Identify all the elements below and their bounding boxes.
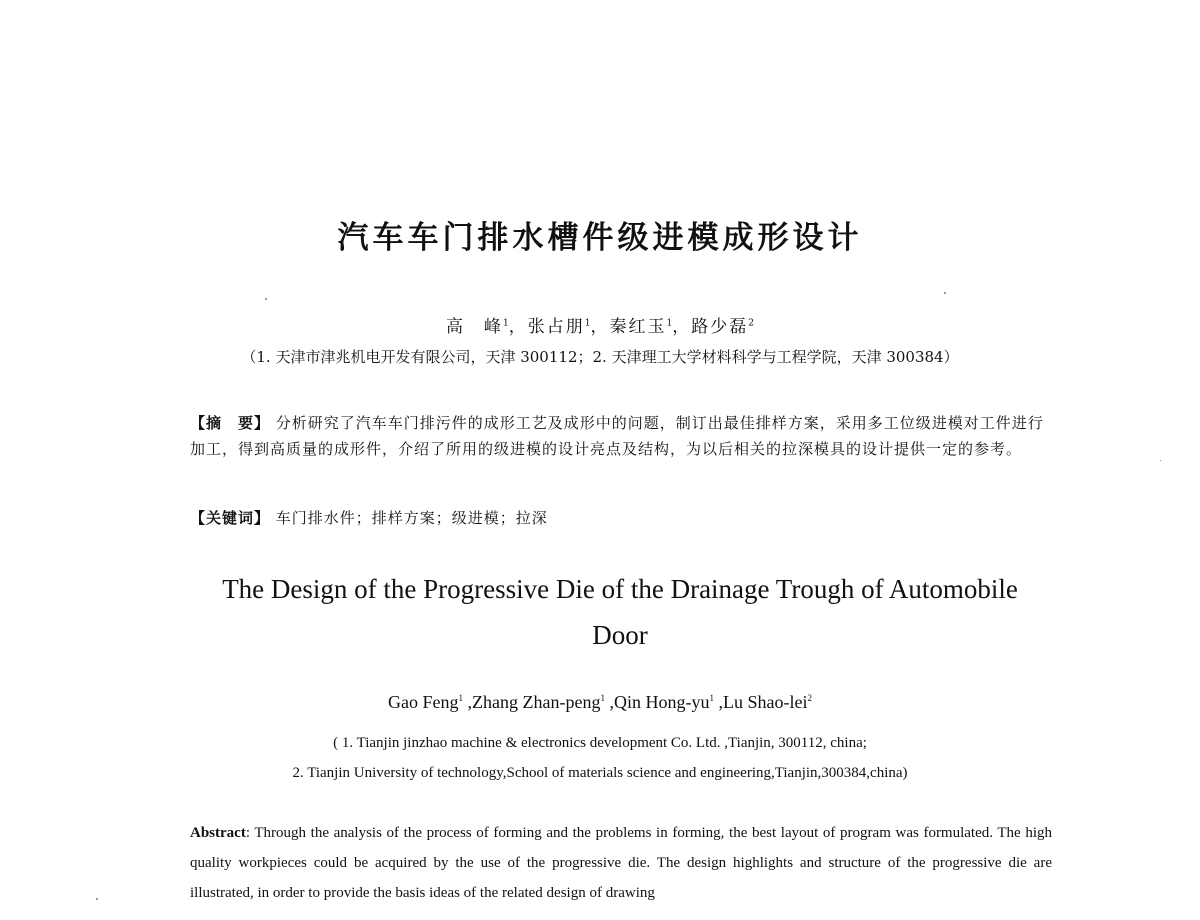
author-affiliation-mark: 2 (807, 693, 812, 703)
affiliation-english (0, 728, 1200, 788)
keywords-text-chinese: 车门排水件；排样方案；级进模；拉深 (275, 509, 548, 527)
scan-speck (96, 898, 98, 900)
author-name: 路少磊 (691, 317, 749, 337)
author-name: Lu Shao-lei (722, 692, 808, 712)
author-affiliation-mark: 1 (584, 318, 591, 329)
abstract-english (190, 818, 1052, 908)
author-name: Gao Feng (388, 692, 459, 712)
author-separator: , (463, 692, 473, 712)
author-affiliation-mark: 2 (748, 318, 754, 329)
abstract-text-english: Through the analysis of the process of forming and the problems in forming, the best layout of program was formulated. The high quality workpieces could be acquired by the use of the progressive die. The design highlights and structure of the progressive die are illustrated, in order to provide the basis ideas of the related design of drawing (190, 825, 1052, 901)
author-name: 秦红玉 (609, 317, 667, 337)
keywords-label-chinese: 【关键词】 (190, 509, 271, 527)
author-separator: ， (672, 317, 692, 337)
author-affiliation-mark: 1 (600, 693, 605, 703)
abstract-chinese (190, 410, 1055, 462)
author-separator: , (604, 692, 614, 712)
abstract-label-separator: : (245, 825, 255, 841)
paper-title-english: The Design of the Progressive Die of the Drainage Trough of Automobile Door (222, 574, 1018, 650)
paper-title-chinese: 汽车车门排水槽件级进模成形设计 (337, 220, 863, 256)
author-separator: ， (590, 317, 610, 337)
abstract-label-chinese: 【摘 要】 (190, 414, 271, 432)
affiliation-line-1: ( 1. Tianjin jinzhao machine & electronics development Co. Ltd. ,Tianjin, 300112, china; (333, 735, 867, 751)
author-affiliation-mark: 1 (458, 693, 464, 703)
author-affiliation-mark: 1 (709, 693, 714, 703)
author-name: Qin Hong-yu (613, 692, 710, 712)
scan-speck (944, 292, 946, 294)
author-name: 张占朋 (527, 317, 585, 337)
author-affiliation-mark: 1 (666, 318, 673, 329)
affiliation-line-2: 2. Tianjin University of technology,School of materials science and engineering,Tianjin,300384,china) (292, 765, 908, 781)
keywords-chinese (190, 506, 1055, 530)
author-list-english (0, 692, 1200, 713)
scan-speck (265, 298, 267, 300)
affiliation-chinese: （1. 天津市津兆机电开发有限公司，天津 300112；2. 天津理工大学材料科学与工程学院，天津 300384） (241, 348, 959, 366)
scan-speck (1160, 460, 1161, 461)
abstract-label-english: Abstract (190, 825, 246, 841)
author-list-chinese (0, 312, 1200, 337)
author-separator: ， (508, 317, 528, 337)
author-affiliation-mark: 1 (503, 318, 509, 329)
author-name: Zhang Zhan-peng (472, 692, 601, 712)
abstract-text-chinese: 分析研究了汽车车门排污件的成形工艺及成形中的问题，制订出最佳排样方案，采用多工位级进模对工件进行加工，得到高质量的成形件，介绍了所用的级进模的设计亮点及结构，为以后相关的拉深模具的设计提供一定的参考。 (190, 414, 1044, 458)
author-name: 高 峰 (446, 317, 504, 337)
author-separator: , (713, 692, 723, 712)
